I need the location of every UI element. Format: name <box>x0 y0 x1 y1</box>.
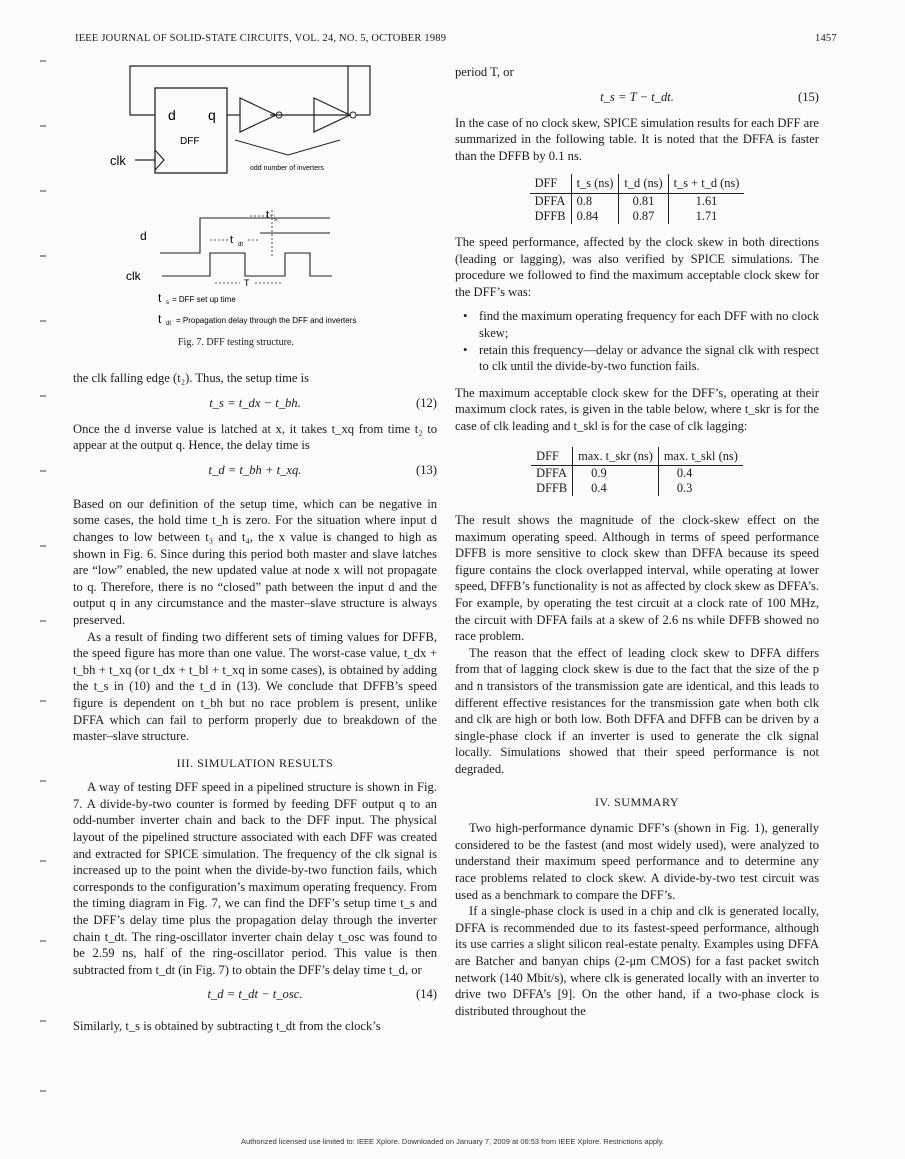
left-paragraph-5: A way of testing DFF speed in a pipelined structure is shown in Fig. 7. A divide-by-two counter is formed by feeding DFF output q to an odd-number inverter chain and back to the DFF input. The physical layout of the pipelined structure associated with each DFF was created and extracted for SPICE simulation. The frequency of the clk signal is increased up to the point when the divide-by-two function fails, which corresponds to the configuration’s maximum operating frequency. From the timing diagram in Fig. 7, we can find the DFF’s setup time t_s and the DFF’s delay time plus the propagation delay through the inverter chain t_dt. The ring-oscillator inverter chain delay t_osc was found to be 2.59 ns, half of the ring-oscillator period. This value is then subtracted from t_dt (in Fig. 7) to obtain the DFF’s delay time t_d, or <box>73 780 437 977</box>
bullet-item: • find the maximum operating frequency for each DFF with no clock skew; <box>463 309 819 340</box>
table2-header: DFF <box>531 447 573 466</box>
table1-cell: 0.87 <box>619 209 668 224</box>
tdt-marker: t <box>230 234 234 246</box>
legend-tdt-sub: dt <box>166 321 172 327</box>
table1-header: t_d (ns) <box>619 174 668 193</box>
table2-cell: 0.3 <box>676 481 693 496</box>
right-paragraph-2: In the case of no clock skew, SPICE simulation results for each DFF are summarized in the following table. It is noted that the DFFA is faster than the DFFB by 0.1 ns. <box>455 115 819 163</box>
bullet-2-text: retain this frequency—delay or advance the signal clk with respect to clk until the divide-by-two function fails. <box>479 342 819 374</box>
dff-d-pin: d <box>168 107 176 123</box>
download-footer: Authorized licensed use limited to: IEEE Xplore. Downloaded on January 7, 2009 at 06:53 from IEEE Xplore. Restrictions apply. <box>240 1137 664 1146</box>
left-paragraph-3: Based on our definition of the setup time, which can be negative in some cases, the hold time t_h is zero. For the situation where input d changes to low between t₃ and t₄, the x value is changed to high as shown in Fig. 6. Since during this period both master and slave latches are “low” enabled, the new updated value at node x will not propagate to q. Therefore, there is no “closed” path between the input d and the output q in any circumstance and the master–slave structure is always preserved. <box>73 496 437 627</box>
inverter-brace <box>235 140 340 155</box>
table2-cell: DFFB <box>531 481 573 496</box>
feedback-wire <box>130 66 348 115</box>
table-no-skew <box>530 174 745 224</box>
section-3-heading: III. SIMULATION RESULTS <box>176 755 334 770</box>
table-row <box>531 481 743 496</box>
table1-header: t_s + t_d (ns) <box>668 174 744 193</box>
ts-marker-sub: s <box>274 217 277 223</box>
equation-12 <box>73 387 437 421</box>
equation-12-expr: t_s = t_dx − t_bh. <box>209 395 301 410</box>
figure-7-diagram <box>100 58 445 330</box>
legend-tdt-text: = Propagation delay through the DFF and inverters <box>176 316 357 325</box>
ts-marker: t <box>266 209 270 221</box>
table1-cell: DFFA <box>530 193 572 209</box>
table1-cell: 0.8 <box>571 193 619 209</box>
left-paragraph-4: As a result of finding two different sets of timing values for DFFB, the speed figure has more than one value. The worst-case value, t_dx + t_bh + t_xq (or t_dx + t_bl + t_xq in some cases), is obtained by adding the t_s in (10) and the t_d in (13). We conclude that DFFB’s speed figure is dependent on t_bh but no race problem is present, unlike DFFA which can fail to perform properly due to breakdown of the master–slave structure. <box>73 629 437 744</box>
journal-header: IEEE JOURNAL OF SOLID-STATE CIRCUITS, VOL. 24, NO. 5, OCTOBER 1989 <box>75 33 447 44</box>
dff-label: DFF <box>180 136 200 147</box>
section-4-heading: IV. SUMMARY <box>595 794 679 809</box>
right-column <box>455 64 819 1019</box>
figure-caption: Fig. 7. DFF testing structure. <box>178 337 294 348</box>
right-paragraph-8: If a single-phase clock is used in a chip and clk is generated locally, DFFA is recommended due to its fastest-speed performance, although its use carries a slight silicon real-estate penalty. Examples using DFFA are Batcher and banyan chips (2-μm CMOS) for a fast packet switch network (140 Mbit/s), where clk is generated locally with an inverter to drive two DFFA’s [9]. On the other hand, if a two-phase clock is distributed throughout the <box>455 904 819 1018</box>
clk-input-label: clk <box>110 153 126 168</box>
left-paragraph-2: Once the d inverse value is latched at x, it takes t_xq from time t₂ to appear at the output q. Hence, the delay time is <box>73 421 437 453</box>
left-paragraph-1: the clk falling edge (t₂). Thus, the setup time is <box>73 371 310 385</box>
equation-13 <box>73 454 437 488</box>
table1-header: t_s (ns) <box>571 174 619 193</box>
table2-header: max. t_skr (ns) <box>573 447 659 466</box>
table1-header: DFF <box>530 174 572 193</box>
right-paragraph-4: The maximum acceptable clock skew for the DFF’s, operating at their maximum clock rates, is given in the table below, where t_skr is for the case of clk leading and t_skl is for the case of clk lagging: <box>455 385 819 433</box>
equation-15-number: (15) <box>798 89 819 104</box>
period-marker: T <box>244 278 250 288</box>
legend-ts-text: = DFF set up time <box>172 295 236 304</box>
timing-d-label: d <box>140 229 147 243</box>
table-row <box>530 193 745 209</box>
right-paragraph-6: The reason that the effect of leading clock skew to DFFA differs from that of lagging clock skew is due to the fact that the size of the p and n transistors of the transmission gate are identical, and this leads to different effective resistances for the transmission gate when both clk and clk are high or both low. Both DFFA and DFFB can be driven by a single-phase clock if an inverter is used to generate the clk signal locally. Simulations showed that their speed performance is not degraded. <box>455 645 819 776</box>
clock-input-triangle <box>155 150 164 170</box>
dff-block <box>155 88 227 173</box>
d-waveform <box>160 218 330 253</box>
table-row <box>531 466 743 482</box>
timing-clk-label: clk <box>126 269 141 283</box>
equation-15 <box>455 81 819 115</box>
equation-14-number: (14) <box>416 987 437 1002</box>
bullet-1-text: find the maximum operating frequency for each DFF with no clock skew; <box>479 309 819 340</box>
table1-cell: 0.81 <box>619 193 668 209</box>
left-column <box>73 370 437 1035</box>
clk-waveform <box>162 253 332 276</box>
equation-13-number: (13) <box>416 462 437 477</box>
table1-cell: 1.71 <box>695 208 718 223</box>
legend-tdt-symbol: t <box>158 312 162 326</box>
legend-ts-sub: s <box>166 300 169 306</box>
table1-cell: 0.84 <box>571 209 619 224</box>
equation-14-expr: t_d = t_dt − t_osc. <box>207 987 303 1002</box>
right-paragraph-3: The speed performance, affected by the clock skew in both directions (leading or lagging), was also verified by SPICE simulations. The procedure we followed to find the maximum acceptable clock skew for the DFF’s was: <box>455 234 819 299</box>
table2-cell: DFFA <box>531 466 573 482</box>
equation-14 <box>73 978 437 1012</box>
table2-cell: 0.4 <box>573 481 659 496</box>
tdt-marker-sub: dt <box>238 242 244 248</box>
table-clock-skew <box>531 447 743 497</box>
page-number: 1457 <box>815 33 837 44</box>
left-paragraph-6: Similarly, t_s is obtained by subtracting t_dt from the clock’s <box>73 1019 381 1034</box>
right-paragraph-7: Two high-performance dynamic DFF’s (shown in Fig. 1), generally considered to be the fastest (and most widely used), were analyzed to understand their maximum speed performance and to determine any race problems related to clock skew. A divide-by-two test circuit was used as a benchmark to compare the DFF’s. <box>455 821 819 902</box>
table1-cell: DFFB <box>530 209 572 224</box>
right-paragraph-5: The result shows the magnitude of the clock-skew effect on the maximum operating speed. Although in terms of speed performance DFFB is more sensitive to clock skew than DFFA because its speed figure contains the clock overlapped interval, while operating at lower speed, DFFB’s functionality is not as affected by clock skew as DFFA’s. For example, by operating the test circuit at a clock rate of 100 MHz, the circuit with DFFA fails at a skew of 2.6 ns while DFFB showed no race problem. <box>455 513 819 644</box>
table2-header: max. t_skl (ns) <box>658 447 743 466</box>
bullet-item: • retain this frequency—delay or advance the signal clk with respect to clk until the divide-by-two function fails. <box>463 342 819 374</box>
table1-cell: 1.61 <box>695 193 718 208</box>
table-row <box>530 209 745 224</box>
legend-ts-symbol: t <box>158 291 162 305</box>
table2-cell: 0.4 <box>676 466 693 481</box>
inverters-label: odd number of inverters <box>250 165 324 172</box>
table2-cell: 0.9 <box>573 466 659 482</box>
equation-12-number: (12) <box>416 395 437 410</box>
equation-15-expr: t_s = T − t_dt. <box>600 89 674 104</box>
dff-q-pin: q <box>208 107 216 123</box>
right-paragraph-1: period T, or <box>455 65 514 79</box>
equation-13-expr: t_d = t_bh + t_xq. <box>208 462 302 477</box>
